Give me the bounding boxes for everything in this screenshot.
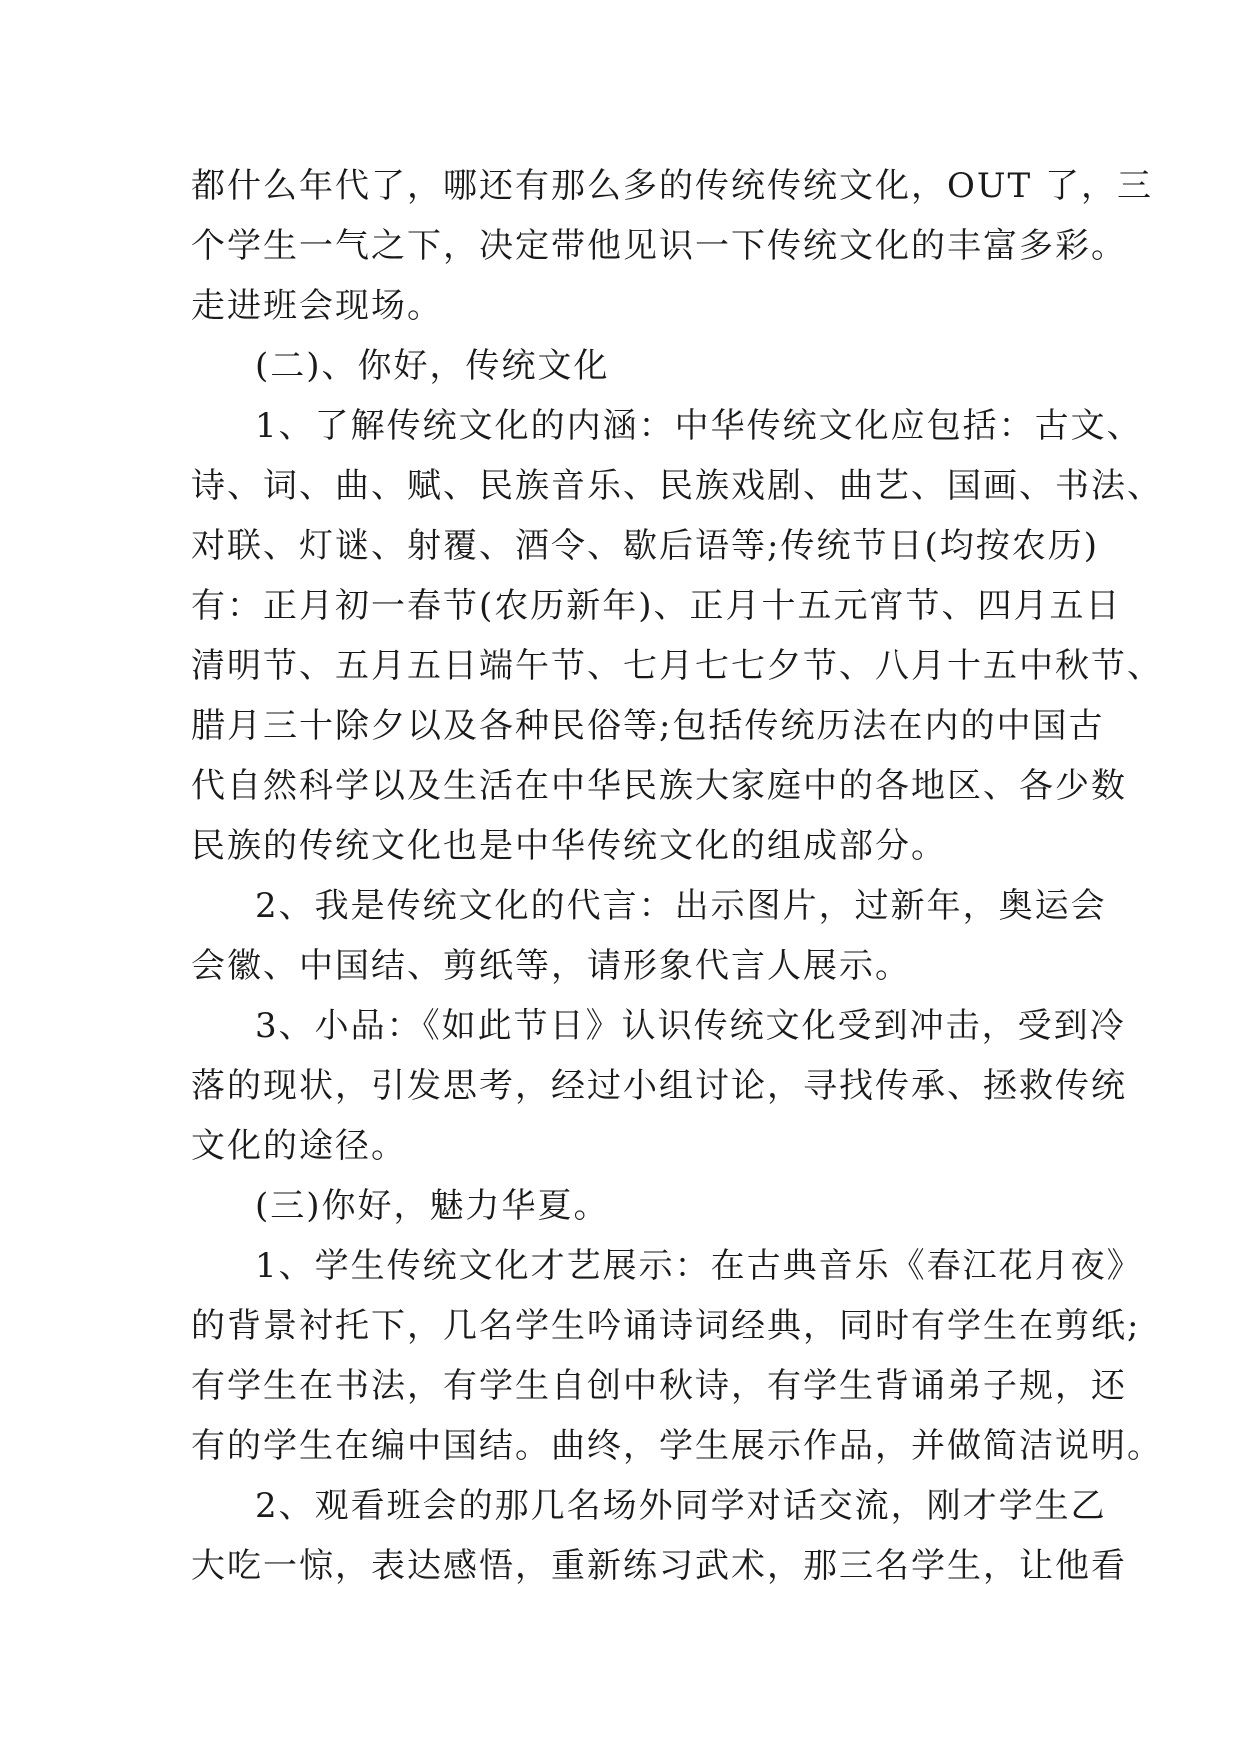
text-line: 个学生一气之下，决定带他见识一下传统文化的丰富多彩。: [191, 226, 1127, 266]
text-line: 1、了解传统文化的内涵：中华传统文化应包括：古文、: [255, 406, 1143, 446]
text-line: (三)你好，魅力华夏。: [255, 1186, 610, 1226]
text-line: 有的学生在编中国结。曲终，学生展示作品，并做简洁说明。: [191, 1426, 1163, 1466]
text-line: 3、小品：《如此节日》认识传统文化受到冲击，受到冷: [255, 1006, 1126, 1046]
text-line: 落的现状，引发思考，经过小组讨论，寻找传承、拯救传统: [191, 1066, 1127, 1106]
text-line: 大吃一惊，表达感悟，重新练习武术，那三名学生，让他看: [191, 1546, 1127, 1586]
text-line: 诗、词、曲、赋、民族音乐、民族戏剧、曲艺、国画、书法、: [191, 466, 1163, 506]
text-line: (二)、你好，传统文化: [255, 346, 610, 386]
text-line: 民族的传统文化也是中华传统文化的组成部分。: [191, 826, 947, 866]
text-line: 对联、灯谜、射覆、酒令、歇后语等;传统节日(均按农历): [191, 526, 1099, 566]
text-line: 清明节、五月五日端午节、七月七七夕节、八月十五中秋节、: [191, 646, 1163, 686]
text-line: 有学生在书法，有学生自创中秋诗，有学生背诵弟子规，还: [191, 1366, 1127, 1406]
text-line: 2、我是传统文化的代言：出示图片，过新年，奥运会: [255, 886, 1107, 926]
text-line: 有：正月初一春节(农历新年)、正月十五元宵节、四月五日: [191, 586, 1122, 626]
text-line: 代自然科学以及生活在中华民族大家庭中的各地区、各少数: [191, 766, 1127, 806]
document-body: [191, 156, 1163, 1596]
text-line: 文化的途径。: [191, 1126, 407, 1166]
text-line: 腊月三十除夕以及各种民俗等;包括传统历法在内的中国古: [191, 706, 1105, 746]
text-line: 会徽、中国结、剪纸等，请形象代言人展示。: [191, 946, 911, 986]
text-line: 2、观看班会的那几名场外同学对话交流，刚才学生乙: [255, 1486, 1107, 1526]
text-line: 都什么年代了，哪还有那么多的传统传统文化，OUT 了，三: [191, 166, 1154, 206]
text-line: 走进班会现场。: [191, 286, 443, 326]
text-line: 1、学生传统文化才艺展示：在古典音乐《春江花月夜》: [255, 1246, 1143, 1286]
text-line: 的背景衬托下，几名学生吟诵诗词经典，同时有学生在剪纸;: [191, 1306, 1141, 1346]
